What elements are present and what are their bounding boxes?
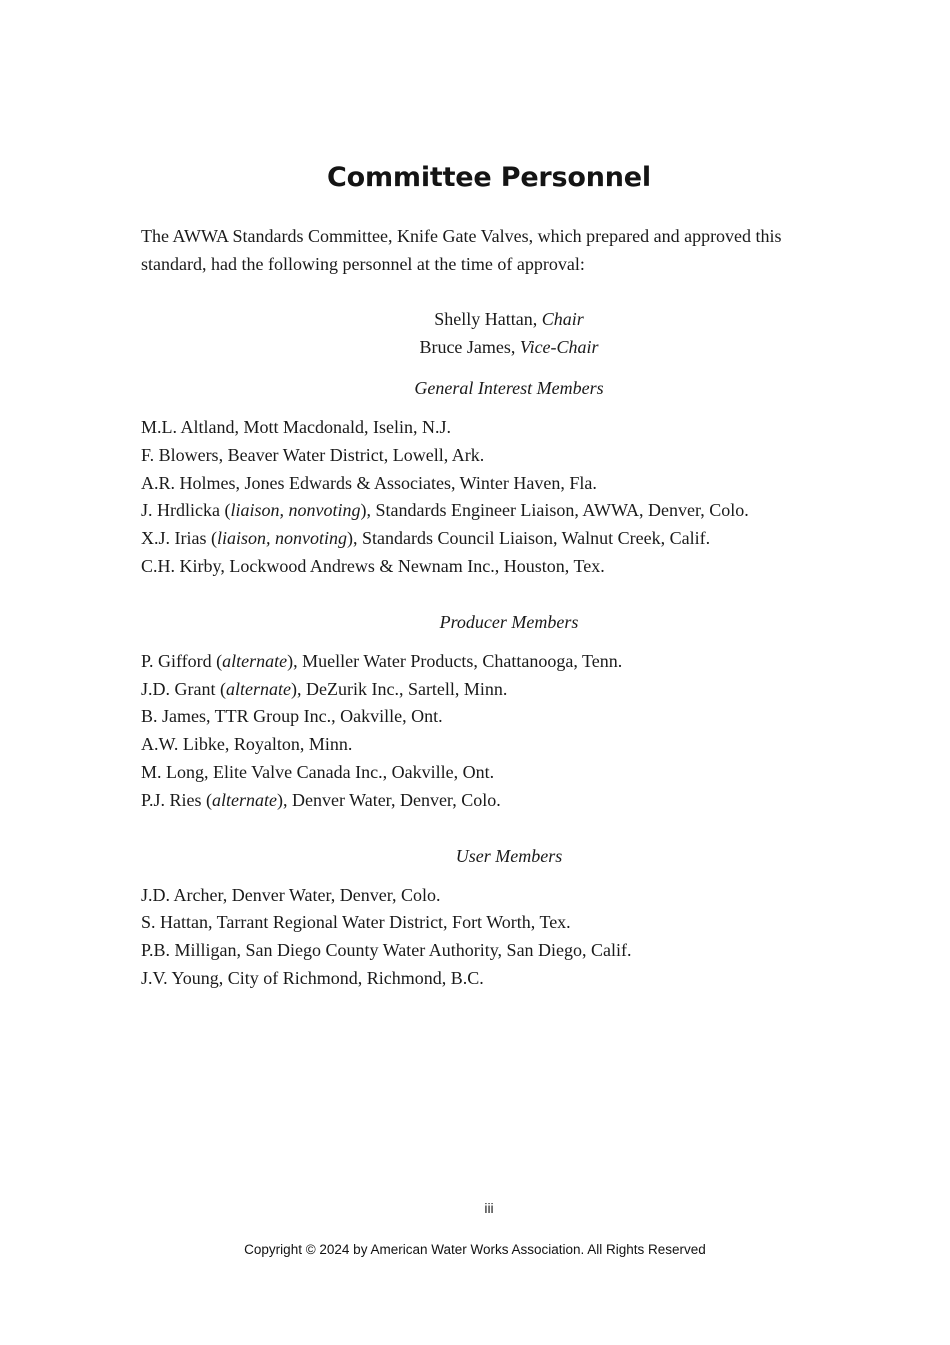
- general-interest-list: [141, 414, 841, 581]
- member-item: P.J. Ries (alternate), Denver Water, Denver, Colo.: [141, 789, 501, 810]
- member-item: J.V. Young, City of Richmond, Richmond, B.C.: [141, 967, 484, 988]
- member-item: A.W. Libke, Royalton, Minn.: [141, 734, 353, 755]
- member-item: P. Gifford (alternate), Mueller Water Products, Chattanooga, Tenn.: [141, 650, 623, 671]
- member-item: F. Blowers, Beaver Water District, Lowell, Ark.: [141, 444, 485, 465]
- member-item: P.B. Milligan, San Diego County Water Authority, San Diego, Calif.: [141, 940, 632, 961]
- member-item: A.R. Holmes, Jones Edwards & Associates, Winter Haven, Fla.: [141, 472, 597, 493]
- chair-name: Shelly Hattan,: [434, 309, 542, 329]
- producer-list: [141, 648, 841, 815]
- chair-line: [177, 305, 841, 333]
- member-item: C.H. Kirby, Lockwood Andrews & Newnam Inc., Houston, Tex.: [141, 555, 605, 576]
- copyright-notice: Copyright © 2024 by American Water Works Association. All Rights Reserved: [244, 1242, 706, 1257]
- page-title: Committee Personnel: [327, 162, 651, 193]
- vice-chair-line: [177, 333, 841, 361]
- member-item: J.D. Archer, Denver Water, Denver, Colo.: [141, 884, 441, 905]
- committee-content: [141, 222, 841, 993]
- member-item: M.L. Altland, Mott Macdonald, Iselin, N.J.: [141, 417, 451, 437]
- chair-role: Chair: [541, 309, 584, 329]
- general-interest-heading: General Interest Members: [414, 378, 604, 398]
- intro-paragraph: The AWWA Standards Committee, Knife Gate Valves, which prepared and approved this standard, had the following personnel at the time of approval:: [141, 226, 782, 274]
- user-heading: User Members: [455, 845, 563, 866]
- committee-officers: [141, 305, 841, 361]
- member-item: S. Hattan, Tarrant Regional Water District, Fort Worth, Tex.: [141, 912, 571, 933]
- vice-chair-role: Vice-Chair: [519, 337, 599, 357]
- member-item: X.J. Irias (liaison, nonvoting), Standards Council Liaison, Walnut Creek, Calif.: [141, 528, 711, 549]
- user-list: [141, 882, 841, 993]
- member-item: B. James, TTR Group Inc., Oakville, Ont.: [141, 706, 443, 727]
- page-number: iii: [484, 1200, 494, 1216]
- member-item: M. Long, Elite Valve Canada Inc., Oakville, Ont.: [141, 761, 495, 782]
- member-item: J.D. Grant (alternate), DeZurik Inc., Sartell, Minn.: [141, 678, 508, 699]
- vice-chair-name: Bruce James,: [419, 337, 520, 357]
- producer-heading: Producer Members: [439, 611, 579, 632]
- member-item: J. Hrdlicka (liaison, nonvoting), Standards Engineer Liaison, AWWA, Denver, Colo.: [141, 500, 749, 521]
